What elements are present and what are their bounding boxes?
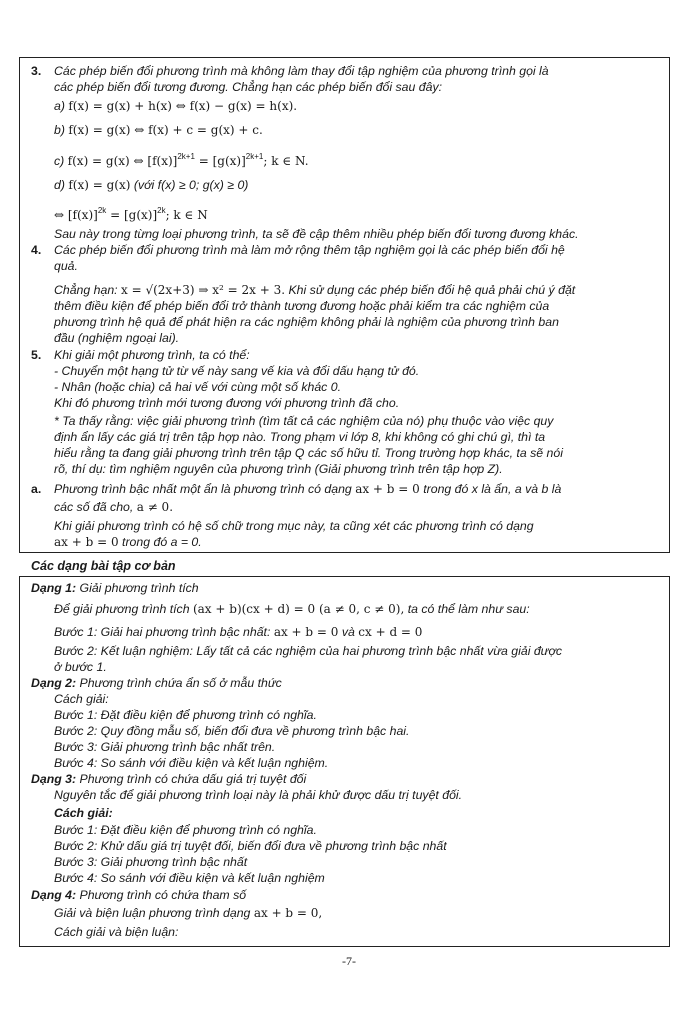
item-4-number: 4. bbox=[31, 243, 42, 257]
item-3-line-2: các phép biến đổi tương đương. Chẳng hạn các phép biến đổi sau đây: bbox=[54, 80, 443, 94]
item-3-d: d) f(x) = g(x) (với f(x) ≥ 0; g(x) ≥ 0) bbox=[54, 178, 249, 192]
dang-1-step-2: Bước 2: Kết luận nghiệm: Lấy tất cả các nghiệm của hai phương trình bậc nhất vừa giải được bbox=[54, 644, 563, 658]
page-number: -7- bbox=[342, 954, 356, 968]
item-3-b-formula: f(x) = g(x) ⇔ f(x) + c = g(x) + c. bbox=[68, 123, 263, 137]
item-3-note: Sau này trong từng loại phương trình, ta sẽ đề cập thêm nhiều phép biến đổi tương đương khác. bbox=[54, 227, 579, 241]
item-5-number: 5. bbox=[31, 348, 42, 362]
item-3-line-1: Các phép biến đổi phương trình mà không làm thay đổi tập nghiệm của phương trình gọi là bbox=[54, 64, 549, 78]
dang-1-heading: Dạng 1: Giải phương trình tích bbox=[31, 581, 199, 595]
item-3-c: c) f(x) = g(x) ⇔ $[f(x)]^{2k+1} = [g(x)]^{2k+1}$; k ∈ N. bbox=[54, 152, 309, 168]
document-page: 3. Các phép biến đổi phương trình mà không làm thay đổi tập nghiệm của phương trình gọi là các phép biến đổi tương đương. Chẳng hạn các phép biến đổi sau đây: a) f(x) = g(x) + h(x) ⇔ f(x) − g(x) = h(x). b) f(x) = g(x) ⇔ f(x) + c = g(x) + c. c) f(x) = g(x) ⇔ $[f(x)]^{2k+1} = [g(x)]^{2k+1}$; k ∈ N. d) f(x) = g(x) (với f(x) ≥ 0; g(x) ≥ 0) ⇔ $[f(x)]^{2k} = [g(x)]^{2k}$; k ∈ N Sau này trong từng loại phương trình, ta sẽ đề cập thêm nhiều phép biến đổi tương đương khác. 4. Các phép biến đổi phương trình mà làm mở rộng thêm tập nghiệm gọi là các phép biến đổi hệ quả. Chẳng hạn: x = √(2x+3) ⇒ x² = 2x + 3. Khi sử dụng các phép biến đổi hệ quả phải chú ý đặt thêm điều kiện để phép biến đổi trở thành tương đương hoặc phải kiểm tra các nghiệm của phương trình hệ quả để phát hiện ra các nghiệm không phải là nghiệm của phương trình ban đầu (nghiệm ngoại lai). 5. Khi giải một phương trình, ta có thể: - Chuyển một hạng tử từ vế này sang vế kia và đổi dấu hạng tử đó. - Nhân (hoặc chia) cả hai vế với cùng một số khác 0. Khi đó phương trình mới tương đương với phương trình đã cho. * Ta thấy rằng: việc giải phương trình (tìm tất cả các nghiệm của nó) phụ thuộc vào việc quy định ẩn lấy các giá trị trên tập hợp nào. Trong phạm vi lớp 8, khi không có ghi chú gì, thì ta hiểu rằng ta đang giải phương trình trên tập Q các số hữu tỉ. Trong trường hợp khác, ta sẽ nói rõ, thí dụ: tìm nghiệm nguyên của phương trình (Giải phương trình trên tập hợp Z). a. Phương trình bậc nhất một ẩn là phương trình có dạng ax + b = 0 trong đó x là ẩn, a và b là các số đã cho, a ≠ 0. Khi giải phương trình có hệ số chữ trong mục này, ta cũng xét các phương trình có dạng ax + b = 0 trong đó a = 0. Các dạng bài tập cơ bản Dạng 1: Giải phương trình tích Để giải phương trình tích (ax + b)(cx + d) = 0 (a ≠ 0, c ≠ 0), ta có thể làm như sau: Bước 1: Giải hai phương trình bậc nhất: ax + b = 0 và cx + d = 0 Bước 2: Kết luận nghiệm: Lấy tất cả các nghiệm của hai phương trình bậc nhất vừa giải được ở bước 1. Dạng 2: Phương trình chứa ẩn số ở mẫu thức Cách giải: Bước 1: Đặt điều kiện để phương trình có nghĩa. Bước 2: Quy đồng mẫu số, biến đổi đưa về phương trình bậc hai. Bước 3: Giải phương trình bậc nhất trên. Bước 4: So sánh với điều kiện và kết luận nghiệm. Dạng 3: Phương trình có chứa dấu giá trị tuyệt đối Nguyên tắc để giải phương trình loại này là phải khử được dấu trị tuyệt đối. Cách giải: Bước 1: Đặt điều kiện để phương trình có nghĩa. Bước 2: Khử dấu giá trị tuyệt đối, biến đổi đưa về phương trình bậc nhất Bước 3: Giải phương trình bậc nhất Bước 4: So sánh với điều kiện và kết luận nghiệm Dạng 4: Phương trình có chứa tham số Giải và biện luận phương trình dạng ax + b = 0, Cách giải và biện luận: -7- bbox=[0, 0, 698, 1024]
item-3-b: b) f(x) = g(x) ⇔ f(x) + c = g(x) + c. bbox=[54, 123, 263, 137]
dang-4-heading: Dạng 4: Phương trình có chứa tham số bbox=[31, 888, 247, 902]
item-3-a: a) f(x) = g(x) + h(x) ⇔ f(x) − g(x) = h(x). bbox=[54, 99, 298, 113]
item-3-number: 3. bbox=[31, 64, 42, 78]
dang-3-heading: Dạng 3: Phương trình có chứa dấu giá trị tuyệt đối bbox=[31, 772, 307, 786]
item-3-d-equivalence: ⇔ $[f(x)]^{2k} = [g(x)]^{2k}$; k ∈ N bbox=[54, 206, 208, 222]
dang-1-step-1: Bước 1: Giải hai phương trình bậc nhất: ax + b = 0 và cx + d = 0 bbox=[54, 625, 423, 639]
dang-1-intro: Để giải phương trình tích (ax + b)(cx + d) = 0 (a ≠ 0, c ≠ 0), ta có thể làm như sau: bbox=[54, 602, 530, 616]
item-3-a-formula: f(x) = g(x) + h(x) ⇔ f(x) − g(x) = h(x). bbox=[68, 99, 298, 113]
section-title: Các dạng bài tập cơ bản bbox=[31, 559, 176, 573]
item-4-example: Chẳng hạn: x = √(2x+3) ⇒ x² = 2x + 3. Khi sử dụng các phép biến đổi hệ quả phải chú ý đặt bbox=[54, 283, 576, 297]
item-a-number: a. bbox=[31, 482, 42, 496]
dang-2-heading: Dạng 2: Phương trình chứa ẩn số ở mẫu thức bbox=[31, 676, 282, 690]
